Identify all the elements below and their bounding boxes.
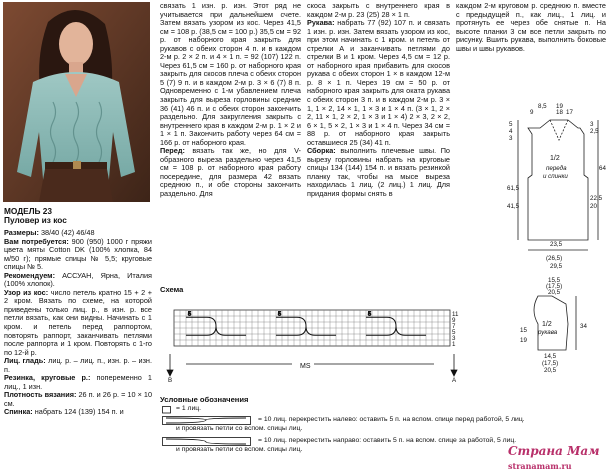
sleeve-bottom-1: 14,5 [544,353,557,360]
front-name-label-1: переда [546,165,567,172]
front-total-height: 64 [599,165,606,172]
scheme-cable-count: 5 [368,311,372,318]
column-4-text [456,2,606,53]
scheme-row-11: 11 [452,311,459,318]
col1-body: АССУАН, Ярна, Италия (100% хлопок). [4,270,152,289]
col1-paragraph [4,357,152,374]
sleeve-left-1: 15 [520,327,527,334]
front-side-1: 22,5 [590,195,603,202]
scheme-row-3: 3 [452,335,456,342]
column-4 [456,2,606,53]
front-top-num-5: 17 [566,109,573,116]
col1-body: число петель кратно 15 + 2 + 2 кром. Вязать по схеме, на которой приведены только лиц. р., в изн. р. все петли вязать, как они видны. Начинать с 1 кром. и петель перед раппортом, повторять раппорт, заканчивать петлями после раппорта и 1 кром. Повторять с 1-го по 12-й р. [4,287,152,357]
scheme-row-1: 1 [452,341,456,348]
column-2-text [160,2,301,199]
scheme-row-7: 7 [452,323,456,330]
cable-scheme-chart [162,294,472,394]
col1-lead: Резинка, круговые р.: [4,373,97,383]
arrow-b-head [167,370,173,376]
front-top-num-4: 18 [556,109,563,116]
col3-paragraph [307,19,450,147]
col1-paragraph [4,374,152,391]
col1-paragraph [4,272,152,289]
front-side-2: 20 [590,203,597,210]
sleeve-left-2: 19 [520,337,527,344]
front-top-num-1: 9 [530,109,534,116]
front-bottom-1: 23,5 [550,241,563,248]
col1-body: 26 п. и 26 р. = 10 × 10 см. [4,390,152,408]
col2-paragraph [160,147,301,198]
front-back-pattern [506,100,606,270]
col2-lead: Перед: [160,146,193,156]
sleeve-top-1: 15,5 [548,277,561,284]
col1-body: попеременно 1 лиц., 1 изн. [4,373,152,391]
legend-item-3: и провязать петли со вспом. спицы лиц. [176,425,303,432]
sleeve-top-3: 20,5 [548,289,561,296]
arrow-a-head [451,370,457,376]
scheme-row-9: 9 [452,317,456,324]
scheme-arrow-a-label: A [452,377,457,384]
sleeve-bottom-2: (17,5) [542,360,559,367]
model-subtitle: Пуловер из кос [4,215,67,225]
front-left-num-2: 4 [509,128,513,135]
front-right-num-2: 2,5 [590,128,599,135]
front-top-num-3: 19 [556,103,563,110]
front-left-num-1: 5 [509,121,513,128]
front-right-num-1: 3 [590,121,594,128]
col1-body: лиц. р. – лиц. п., изн. р. – изн. п. [4,356,152,374]
col1-paragraph [4,289,152,357]
col1-lead: Узор из кос: [4,287,51,297]
col1-lead: Спинка: [4,407,35,417]
col3-body: набрать 77 (92) 107 п. и связать 1 изн. р. изн. Затем вязать узором из кос, при этом начинать с 1 кром. и петель от стрелки А и заканчивать петлями до стрелки В и 1 кром. Через 4,5 см = 12 р. от наборного края прибавить для скосов рукава с обеих сторон 1 × в каждом 12-м р. 8 × 1 п. Через 19 см = 50 р. от наборного края закрыть для оката рукава с обеих сторон 3 п. и в каждом 2-м р. 3 × 1, 1 × 2, 14 × 1, 1 × 3 и 1 × 4 п. (3 × 1, 2 × 2, 11 × 1, 2 × 2, 1 × 3 и 1 × 4) 2 × 3, 2 × 2, 6 × 1, 5 × 2, 1 × 3 и 1 × 4 п. Через 34 см = 88 р. от наборного края закрыть оставшиеся 25 (34) 41 п. [307,18,450,147]
front-height-1: 61,5 [507,185,520,192]
front-top-num-2: 8,5 [538,103,547,110]
col3-lead: Рукава: [307,18,338,28]
column-2 [160,2,301,199]
watermark-domain: stranamam.ru [508,461,572,471]
col1-paragraph [4,408,152,417]
sleeve-height-num: 34 [580,323,587,330]
legend-symbol-knit [162,406,172,414]
front-left-num-3: 3 [509,135,513,142]
front-bottom-3: 29,5 [550,263,563,270]
col3-paragraph [307,2,450,19]
col3-body: выполнить плечевые швы. По вырезу горловины набрать на круговые спицы 134 (144) 154 п. и вязать резинкой планку так, чтобы на мысе выреза находилась 1 лиц. (2 лиц.) 1 лиц. Для придания формы снять в [307,146,450,199]
col1-body: набрать 124 (139) 154 п. и [34,407,124,417]
col1-lead: Размеры: [4,228,41,237]
legend-title: Условные обозначения [160,395,249,404]
sleeve-bottom-3: 20,5 [544,367,557,374]
column-3 [307,2,450,199]
col4-paragraph [456,2,606,53]
sleeve-top-2: (17,5) [546,283,563,290]
scheme-repeat-label: MS [300,363,311,370]
col3-body: скоса закрыть с внутреннего края в каждом 2-м р. 23 (25) 28 × 1 п. [307,1,450,19]
col1-paragraph [4,238,152,272]
col1-lead: Лиц. гладь: [4,356,49,366]
watermark [508,444,600,472]
col1-lead: Плотность вязания: [4,390,79,400]
legend-item-5: и провязать петли со вспом. спицы лиц. [176,446,303,453]
col3-paragraph [307,147,450,198]
model-title: МОДЕЛЬ 23 [4,206,53,216]
scheme-arrow-b-label: B [168,377,173,384]
column-3-text [307,2,450,199]
model-photo-illustration [3,2,150,202]
legend-item-2: = 10 лиц. перекрестить налево: оставить 5 п. на вспом. спице перед работой, 5 лиц. [258,416,525,423]
col1-body: 38/40 (42) 46/48 [40,228,95,237]
col1-body: 900 (950) 1000 г пряжи цвета мяты Cotton DK (100% хлопка, 84 м/50 г); прямые спицы № 5,5; круговые спицы № 5. [4,236,152,272]
col2-body: вязать так же, но для V-образного выреза раздельно через 41,5 см = 108 р. от наборного края работу посередине, для размера 42 вязать среднюю п., и обе стороны закончить раздельно. Для [160,146,301,199]
scheme-cable-count: 5 [278,311,282,318]
watermark-brand: Страна Мам [508,444,600,458]
col2-body: связать 1 изн. р. изн. Этот ряд не учитывается при дальнейшем счете. Затем вязать узором из кос. Через 41,5 см = 108 р. (38,5 см = 100 р.) 35,5 см = 92 р. от наборного края закрыть для рукавов с обеих сторон 4 п. и в каждом 2-м р. 2 × 2 п. и 4 × 1 п. = 92 (107) 122 п. Через 61,5 см = 160 р. от наборного края закрыть для скосов плеча с обеих сторон 5 (7) 9 п. и в каждом 2-м р. 3 × 6 (7) 8 п. Одновременно с 1-м убавлением плеча закрыть для выреза горловины средние 36 (41) 46 п. и с обеих сторон закончить раздельно. Для закругления закрыть с внутреннего края в каждом 2-м р. 1 × 2 и 1 × 1 п. Закончить работу через 64 см = 166 р. от наборного края. [160,1,302,147]
sleeve-name-label: рукава [538,329,558,336]
scheme-title: Схема [160,285,184,294]
col1-paragraph [4,391,152,408]
col2-paragraph [160,2,301,147]
column-1 [4,207,152,417]
front-bottom-2: (26,5) [546,255,563,262]
legend-item-1: = 1 лиц. [176,405,202,412]
sleeve-half-label: 1/2 [542,321,552,328]
scheme-cable-count: 5 [188,311,192,318]
sleeve-pattern [508,276,606,376]
front-outline [528,120,588,240]
front-half-label: 1/2 [550,155,560,162]
col3-lead: Сборка: [307,146,341,156]
scheme-row-5: 5 [452,329,456,336]
front-name-label-2: и спинки [543,173,568,180]
col4-body: каждом 2-м круговом р. среднюю п. вместе с предыдущей п., как лиц., 1 лиц. и протянуть ее через обе снятые п. На высоте планки 3 см все петли закрыть по рисунку. Вшить рукава, выполнить боковые швы и швы рукавов. [456,1,606,53]
v-neck-line [550,120,568,140]
model-photo [3,2,150,202]
col1-lead: Вам потребуется: [4,236,72,246]
col1-lead: Рекомендуем: [4,270,63,280]
front-height-2: 41,5 [507,203,520,210]
legend-item-4: = 10 лиц. перекрестить направо: оставить 5 п. на вспом. спице за работой, 5 лиц. [258,437,517,444]
column-1-text [4,229,152,417]
